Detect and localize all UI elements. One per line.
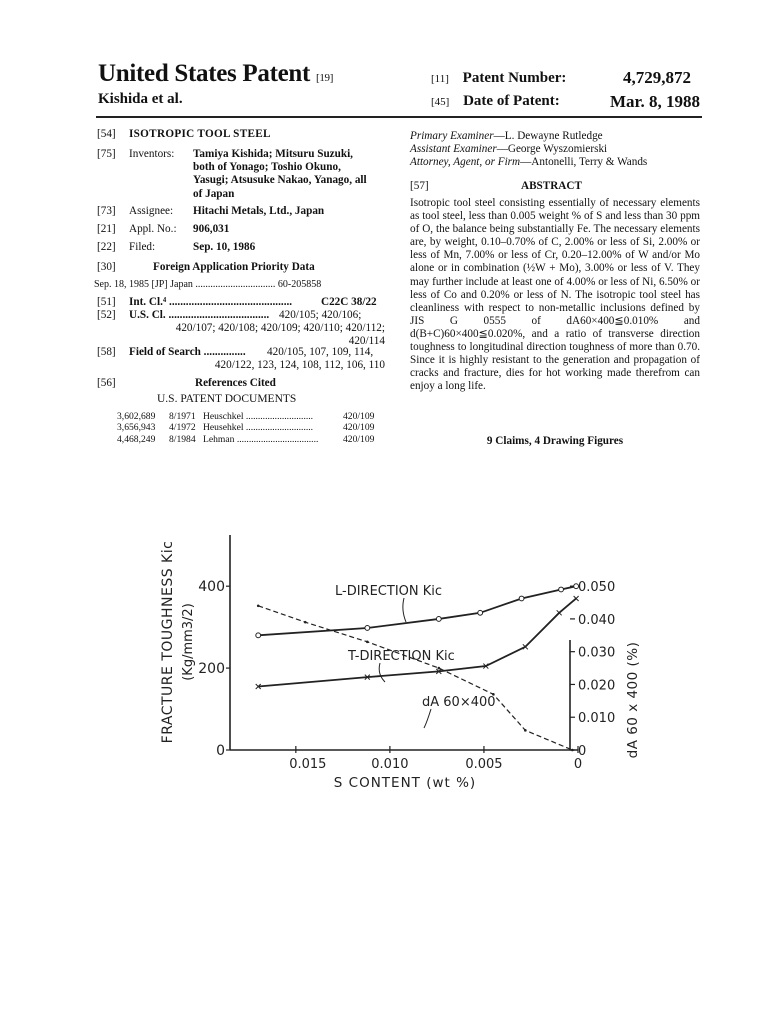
field-label: Assignee: xyxy=(129,205,174,217)
header-rule xyxy=(96,116,702,118)
reference-row xyxy=(117,422,385,433)
da-point xyxy=(571,749,574,752)
invention-title: ISOTROPIC TOOL STEEL xyxy=(129,128,271,140)
x-axis-label: S CONTENT (wt %) xyxy=(333,775,477,791)
title-text: United States Patent xyxy=(98,60,311,87)
chart-labels xyxy=(160,541,641,791)
field-tag: [75] xyxy=(97,148,116,160)
y-right-tick-label: 0.040 xyxy=(578,612,616,628)
patent-number: 4,729,872 xyxy=(623,68,691,87)
assistant-value: —George Wyszomierski xyxy=(496,143,608,156)
field-label: Appl. No.: xyxy=(129,223,177,235)
l-direction-point xyxy=(559,587,564,592)
t-direction-label: T-DIRECTION Kic xyxy=(348,649,455,664)
reference-class: 420/109 xyxy=(343,433,375,445)
foreign-heading: Foreign Application Priority Data xyxy=(153,261,315,273)
filed-value: Sep. 10, 1986 xyxy=(193,241,256,253)
reference-class: 420/109 xyxy=(343,411,375,422)
inventors-line: both of Yonago; Toshio Okuno, xyxy=(193,161,341,174)
field-label: Filed: xyxy=(129,241,156,253)
attorney xyxy=(410,156,702,169)
l-direction-leader xyxy=(403,598,406,622)
reference-name: Heusehkel ............................ xyxy=(203,422,314,434)
attorney-label: Attorney, Agent, or Firm xyxy=(410,156,521,169)
date-tag: [45] xyxy=(431,96,450,108)
l-direction-point xyxy=(436,617,441,622)
y-right-tick-label: 0.020 xyxy=(578,678,616,694)
document-title xyxy=(98,60,333,88)
assistant-examiner xyxy=(410,143,702,156)
uscl-value: 420/105; 420/106; xyxy=(279,309,362,321)
reference-date: 4/1972 xyxy=(169,422,196,434)
title-tag: [19] xyxy=(315,72,334,84)
da-point xyxy=(524,729,527,732)
da-point xyxy=(366,641,369,644)
da-point xyxy=(257,604,260,607)
chart-series xyxy=(256,584,579,752)
intcl-label: Int. Cl.⁴ ............................................ xyxy=(129,296,293,308)
patent-number-tag: [11] xyxy=(431,73,449,85)
patent-number-label: Patent Number: xyxy=(462,70,567,86)
l-direction-point xyxy=(478,610,483,615)
l-direction-point xyxy=(365,626,370,631)
reference-row xyxy=(117,411,385,422)
y-right-axis-label: dA 60 x 400 (%) xyxy=(625,641,641,759)
assignee-value: Hitachi Metals, Ltd., Japan xyxy=(193,205,325,217)
references-list xyxy=(117,411,385,445)
date-row xyxy=(431,93,560,110)
x-tick-label: 0.010 xyxy=(371,757,409,772)
series-line-1 xyxy=(258,598,576,686)
y-left-tick-label: 400 xyxy=(198,579,225,596)
uspd-heading: U.S. PATENT DOCUMENTS xyxy=(157,393,297,405)
series-line-2 xyxy=(258,606,572,750)
refs-heading: References Cited xyxy=(195,377,276,389)
y-right-tick-label: 0 xyxy=(578,744,587,759)
appl-field xyxy=(97,223,229,236)
field-tag: [22] xyxy=(97,241,116,253)
uscl-label: U.S. Cl. .................................... xyxy=(129,309,270,321)
inventors-line: of Japan xyxy=(193,187,235,200)
reference-class: 420/109 xyxy=(343,422,375,434)
da-label: dA 60×400 xyxy=(422,695,496,710)
uscl-line: 420/107; 420/108; 420/109; 420/110; 420/112; xyxy=(175,322,385,334)
inventors-list xyxy=(193,148,367,201)
y-right-tick-label: 0.010 xyxy=(578,711,616,727)
foreign-field xyxy=(97,261,315,274)
inventors-field xyxy=(97,148,367,201)
t-direction-leader xyxy=(379,663,385,682)
y-right-tick-label: 0.030 xyxy=(578,645,616,661)
reference-date: 8/1971 xyxy=(169,411,196,422)
l-direction-point xyxy=(256,633,261,638)
field-tag: [30] xyxy=(97,261,116,273)
reference-row xyxy=(117,434,385,445)
y-left-units-label: (Kg/mm3/2) xyxy=(181,603,196,681)
da-point xyxy=(304,621,307,624)
y-left-axis-label: FRACTURE TOUGHNESS Kic xyxy=(160,540,176,744)
y-left-tick-label: 0 xyxy=(216,743,225,759)
authors: Kishida et al. xyxy=(98,91,183,107)
uscl-field xyxy=(97,309,385,322)
y-left-tick-label: 200 xyxy=(198,661,225,678)
l-direction-label: L-DIRECTION Kic xyxy=(335,584,443,599)
reference-number: 3,656,943 xyxy=(117,422,156,434)
primary-value: —L. Dewayne Rutledge xyxy=(493,130,603,142)
fracture-toughness-chart xyxy=(0,510,768,810)
abstract-heading-row xyxy=(410,180,702,194)
intcl-value: C22C 38/22 xyxy=(321,296,377,308)
patent-number-row xyxy=(431,70,566,87)
field-tag: [52] xyxy=(97,309,116,321)
y-right-tick-label: 0.050 xyxy=(578,580,616,596)
primary-label: Primary Examiner xyxy=(410,130,494,142)
claims-line: 9 Claims, 4 Drawing Figures xyxy=(486,435,624,447)
field-tag: [51] xyxy=(97,296,116,308)
primary-examiner xyxy=(410,130,702,143)
l-direction-point xyxy=(519,596,524,601)
assistant-label: Assistant Examiner xyxy=(410,143,497,156)
field-of-search xyxy=(97,346,385,359)
field-search-line: 420/122, 123, 124, 108, 112, 106, 110 xyxy=(214,359,385,371)
reference-number: 3,602,689 xyxy=(117,411,156,422)
reference-name: Lehman .................................. xyxy=(203,433,319,445)
assignee-field xyxy=(97,205,324,218)
da-point xyxy=(438,667,441,670)
abstract-text: Isotropic tool steel consisting essentially of necessary elements as tool steel, less than 0.005 weight % of S and less than 30 ppm of O, the balance being substantially Fe. The necessary elements are, by weight, 0.10–0.70% of C, 2.00% or less of Si, 2.00% or less of Mn, 7.00% or less of Cr, 0.20–12.00% of W and/or Mo alone or in combination (½W + Mo), 3.00% or less of V. They may further include at least one of 4.00% or less of Ni, 6.50% or less of Co and 0.20% or less of N. The isotropic tool steel has cleanliness with respect to non-metallic inclusions defined by JIS G 0555 of dA60×400≦0.010% and d(B+C)60×400≦0.020%, and a ratio of transverse direction toughness to longitudinal direction toughness of more than 0.70. Since it is highly resistant to the generation and propagation of cracks and fracture, dies for hot working made therefrom can enjoy a long life. xyxy=(410,197,700,393)
intcl-field xyxy=(97,296,385,309)
reference-number: 4,468,249 xyxy=(117,433,156,445)
uscl-line: 420/114 xyxy=(348,335,385,347)
patent-date: Mar. 8, 1988 xyxy=(610,92,701,111)
chart-axes xyxy=(226,535,578,753)
t-direction-point xyxy=(574,596,579,601)
title-field xyxy=(97,128,271,141)
reference-name: Heuschkel ............................ xyxy=(203,411,314,422)
field-search-value: 420/105, 107, 109, 114, xyxy=(267,346,374,358)
field-label: Inventors: xyxy=(129,148,175,160)
x-tick-label: 0.015 xyxy=(289,757,327,772)
abstract-heading: ABSTRACT xyxy=(521,179,582,192)
t-direction-point xyxy=(557,610,562,615)
field-tag: [57] xyxy=(410,179,429,192)
filed-field xyxy=(97,241,255,254)
inventors-line: Tamiya Kishida; Mitsuru Suzuki, xyxy=(193,148,353,160)
da-leader xyxy=(424,709,431,728)
inventors-line: Yasugi; Atsusuke Nakao, Yanago, all xyxy=(193,174,367,187)
right-column xyxy=(410,130,702,194)
field-tag: [21] xyxy=(97,223,116,235)
field-tag: [56] xyxy=(97,377,116,389)
field-tag: [73] xyxy=(97,205,116,217)
date-label: Date of Patent: xyxy=(463,93,560,109)
appl-value: 906,031 xyxy=(193,223,230,235)
x-tick-label: 0 xyxy=(573,757,583,772)
reference-date: 8/1984 xyxy=(169,433,196,445)
attorney-value: —Antonelli, Terry & Wands xyxy=(520,156,648,169)
x-tick-label: 0.005 xyxy=(465,757,503,772)
field-tag: [58] xyxy=(97,346,116,358)
foreign-line: Sep. 18, 1985 [JP] Japan ................................ 60-205858 xyxy=(94,279,322,290)
refs-field xyxy=(97,377,385,390)
field-search-label: Field of Search ............... xyxy=(129,346,246,358)
field-tag: [54] xyxy=(97,128,116,140)
